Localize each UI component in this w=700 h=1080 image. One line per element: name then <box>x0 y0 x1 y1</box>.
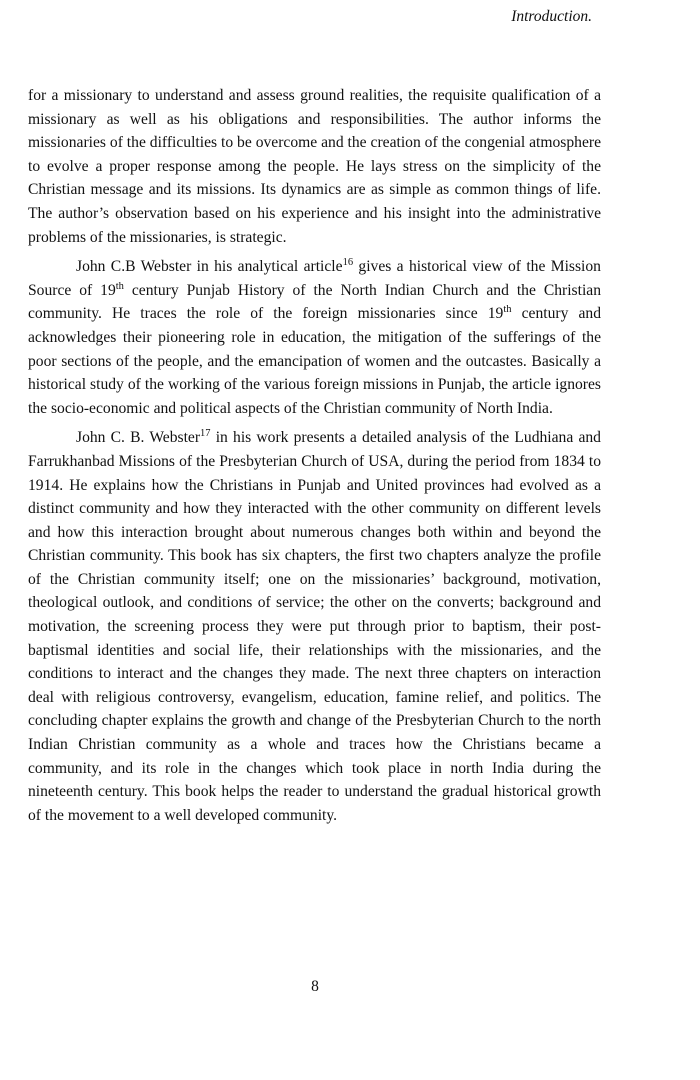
ordinal-suffix: th <box>115 280 124 292</box>
running-header: Introduction. <box>511 8 592 25</box>
paragraph-3 <box>28 426 601 827</box>
paragraph-1: for a missionary to understand and assess ground realities, the requisite qualification of a missionary as well as his obligations and responsibilities. The author informs the missionaries of the difficulties to be overcome and the creation of the congenial atmosphere to evolve a proper response among the people. He lays stress on the simplicity of the Christian message and its missions. Its dynamics are as simple as common things of life. The author’s observation based on his experience and his insight into the administrative problems of the missionaries, is strategic. <box>28 87 601 246</box>
page-number: 8 <box>311 978 319 995</box>
footnote-ref-16: 16 <box>342 257 354 269</box>
paragraph-2-text: John C.B Webster in his analytical article <box>76 258 343 276</box>
paragraph-2-text: century Punjab History of the North Indian Church and the Christian community. He traces the role of the foreign missionaries since 19 <box>28 281 601 323</box>
paragraph-3-text: in his work presents a detailed analysis of the Ludhiana and Farrukhanbad Missions of the Presbyterian Church of USA, during the period from 1834 to 1914. He explains how the Christians in Punjab and United provinces had evolved as a distinct community and how they interacted with the other community on different levels and how this interaction brought about numerous changes both within and beyond the Christian community. This book has six chapters, the first two chapters analyze the profile of the Christian community itself; one on the missionaries’ background, motivation, theological outlook, and conditions of service; the other on the converts; background and motivation, the screening process they were put through prior to baptism, their post-baptismal identities and social life, their relationships with the missionaries, and the conditions to interact and the changes they made. The next three chapters on interaction deal with religious controversy, evangelism, education, famine relief, and politics. The concluding chapter explains the growth and change of the Presbyterian Church to the north Indian Christian community as a whole and traces how the Christians became a community, and its role in the changes which took place in north India during the nineteenth century. This book helps the reader to understand the gradual historical growth of the movement to a well developed community. <box>28 429 601 824</box>
body-text <box>28 84 601 827</box>
paragraph-2 <box>28 255 601 420</box>
paragraph-2-text: century and acknowledges their pioneering role in education, the mitigation of the sufferings of the poor sections of the people, and the emancipation of women and the outcastes. Basically a historical study of the working of the various foreign missions in Punjab, the article ignores the socio-economic and political aspects of the Christian community of North India. <box>28 305 601 417</box>
ordinal-suffix: th <box>503 304 512 316</box>
paragraph-2-text: gives a historical view of the Mission Source of 19 <box>28 258 601 299</box>
footnote-ref-17: 17 <box>200 428 211 440</box>
paragraph-3-text: John C. B. Webster <box>76 429 201 447</box>
